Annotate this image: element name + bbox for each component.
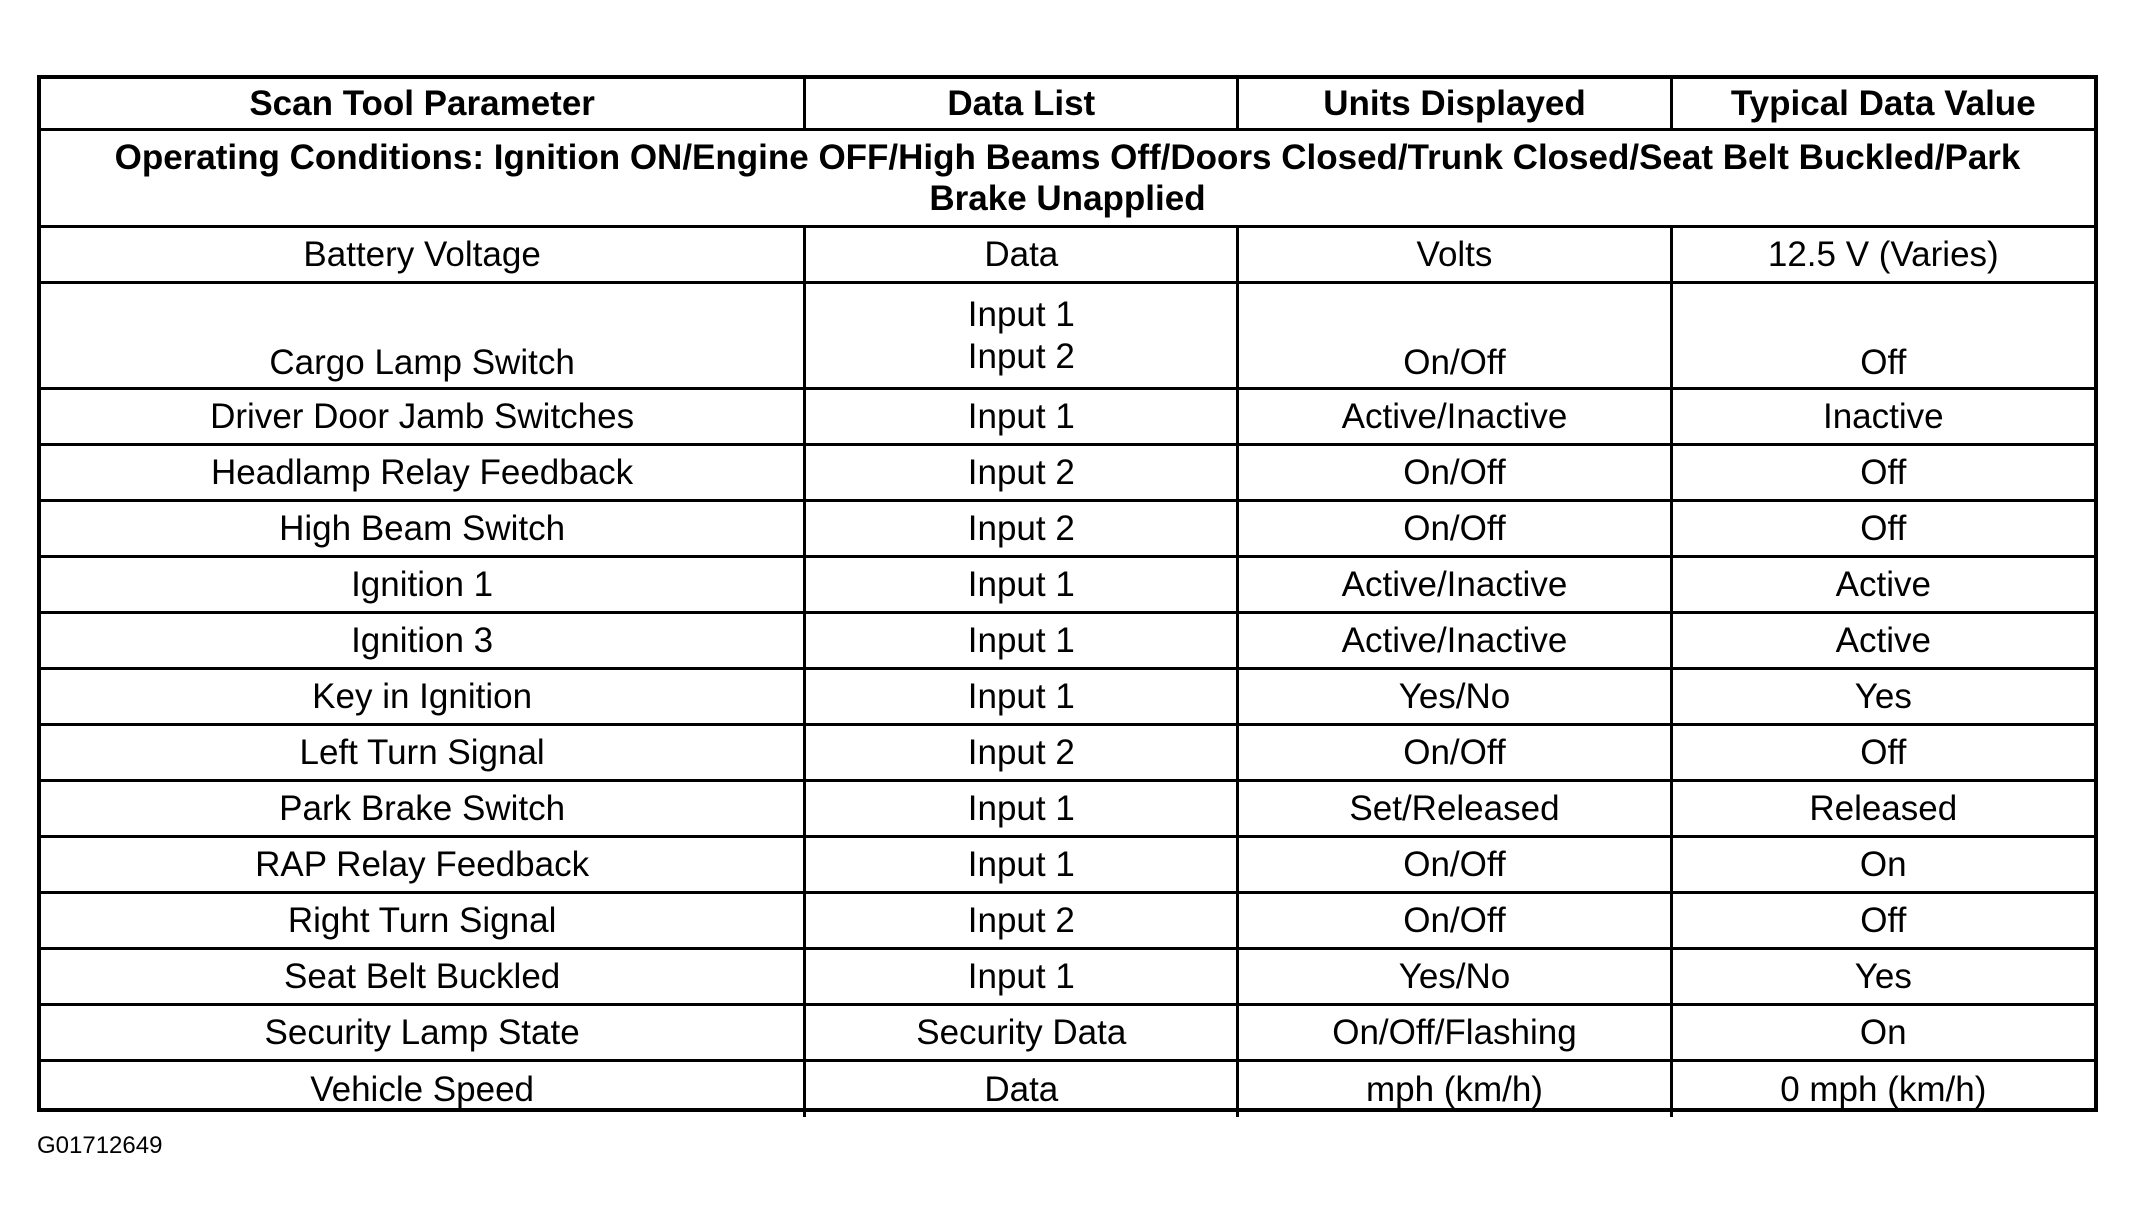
cell-units-displayed: mph (km/h) <box>1238 1061 1671 1117</box>
table-row <box>41 1005 2094 1061</box>
table-row <box>41 501 2094 557</box>
cell-data-list <box>805 893 1238 949</box>
table-body <box>41 79 2094 1117</box>
cell-data-list <box>805 501 1238 557</box>
cell-data-list <box>805 781 1238 837</box>
header-row <box>41 79 2094 129</box>
cell-parameter: Cargo Lamp Switch <box>41 283 805 389</box>
table-row <box>41 781 2094 837</box>
cell-units-displayed: On/Off <box>1238 893 1671 949</box>
header-data-list: Data List <box>805 79 1238 129</box>
data-list-entry: Input 1 <box>967 564 1075 604</box>
header-units-displayed: Units Displayed <box>1238 79 1671 129</box>
data-list-entry: Input 2 <box>967 508 1075 548</box>
cell-data-list <box>805 1061 1238 1117</box>
table-row <box>41 1061 2094 1117</box>
cell-parameter: Ignition 3 <box>41 613 805 669</box>
cell-parameter: Right Turn Signal <box>41 893 805 949</box>
cell-parameter: Headlamp Relay Feedback <box>41 445 805 501</box>
cell-data-list <box>805 837 1238 893</box>
cell-parameter: Seat Belt Buckled <box>41 949 805 1005</box>
data-list-entry: Input 2 <box>967 732 1075 772</box>
header-typical-data-value: Typical Data Value <box>1671 79 2094 129</box>
data-list-entry: Input 1 <box>967 396 1075 436</box>
cell-units-displayed: Active/Inactive <box>1238 389 1671 445</box>
cell-data-list <box>805 389 1238 445</box>
data-list-entry: Data <box>984 234 1059 274</box>
cell-data-list <box>805 445 1238 501</box>
cell-typical-data-value: Off <box>1671 893 2094 949</box>
table-row <box>41 445 2094 501</box>
data-list-entry: Input 2 <box>967 452 1075 492</box>
cell-data-list <box>805 1005 1238 1061</box>
cell-typical-data-value: Off <box>1671 283 2094 389</box>
cell-units-displayed: On/Off <box>1238 283 1671 389</box>
cell-units-displayed: On/Off <box>1238 445 1671 501</box>
data-list-entry: Input 1 <box>967 295 1075 335</box>
data-list-entry: Input 1 <box>967 956 1075 996</box>
cell-data-list <box>805 557 1238 613</box>
cell-data-list <box>805 283 1238 389</box>
data-list-entry: Input 1 <box>967 788 1075 828</box>
table-row <box>41 669 2094 725</box>
cell-typical-data-value: Released <box>1671 781 2094 837</box>
cell-units-displayed: Active/Inactive <box>1238 557 1671 613</box>
data-list-entry: Input 2 <box>967 336 1075 376</box>
table-row <box>41 837 2094 893</box>
cell-typical-data-value: Active <box>1671 613 2094 669</box>
cell-units-displayed: Volts <box>1238 227 1671 283</box>
table-row <box>41 613 2094 669</box>
cell-units-displayed: Yes/No <box>1238 949 1671 1005</box>
cell-typical-data-value: On <box>1671 1005 2094 1061</box>
cell-units-displayed: Set/Released <box>1238 781 1671 837</box>
cell-typical-data-value: 12.5 V (Varies) <box>1671 227 2094 283</box>
cell-parameter: Ignition 1 <box>41 557 805 613</box>
cell-typical-data-value: Yes <box>1671 949 2094 1005</box>
scan-tool-data-table-frame <box>37 75 2098 1112</box>
figure-id: G01712649 <box>37 1132 163 1159</box>
table-row <box>41 389 2094 445</box>
cell-typical-data-value: Off <box>1671 501 2094 557</box>
cell-units-displayed: On/Off <box>1238 725 1671 781</box>
cell-units-displayed: On/Off/Flashing <box>1238 1005 1671 1061</box>
data-list-entry: Input 1 <box>967 844 1075 884</box>
cell-parameter: Vehicle Speed <box>41 1061 805 1117</box>
cell-typical-data-value: On <box>1671 837 2094 893</box>
data-list-entry: Input 1 <box>967 620 1075 660</box>
cell-data-list <box>805 725 1238 781</box>
table-row <box>41 725 2094 781</box>
cell-data-list <box>805 669 1238 725</box>
cell-parameter: High Beam Switch <box>41 501 805 557</box>
scan-tool-data-table <box>41 79 2094 1117</box>
cell-units-displayed: On/Off <box>1238 837 1671 893</box>
cell-typical-data-value: Off <box>1671 725 2094 781</box>
header-scan-tool-parameter: Scan Tool Parameter <box>41 79 805 129</box>
operating-conditions-row <box>41 129 2094 227</box>
table-row <box>41 227 2094 283</box>
data-list-entry: Security Data <box>916 1012 1127 1052</box>
data-list-entry: Input 1 <box>967 676 1075 716</box>
data-list-entry: Input 2 <box>967 900 1075 940</box>
cell-data-list <box>805 613 1238 669</box>
cell-parameter: Security Lamp State <box>41 1005 805 1061</box>
cell-data-list <box>805 227 1238 283</box>
cell-typical-data-value: Off <box>1671 445 2094 501</box>
cell-data-list <box>805 949 1238 1005</box>
cell-parameter: Driver Door Jamb Switches <box>41 389 805 445</box>
table-row <box>41 949 2094 1005</box>
table-row <box>41 283 2094 389</box>
cell-parameter: Park Brake Switch <box>41 781 805 837</box>
cell-units-displayed: Active/Inactive <box>1238 613 1671 669</box>
cell-typical-data-value: 0 mph (km/h) <box>1671 1061 2094 1117</box>
cell-typical-data-value: Inactive <box>1671 389 2094 445</box>
cell-typical-data-value: Yes <box>1671 669 2094 725</box>
cell-units-displayed: On/Off <box>1238 501 1671 557</box>
table-row <box>41 557 2094 613</box>
cell-typical-data-value: Active <box>1671 557 2094 613</box>
cell-units-displayed: Yes/No <box>1238 669 1671 725</box>
cell-parameter: Key in Ignition <box>41 669 805 725</box>
table-row <box>41 893 2094 949</box>
cell-parameter: Left Turn Signal <box>41 725 805 781</box>
cell-parameter: RAP Relay Feedback <box>41 837 805 893</box>
data-list-entry: Data <box>984 1069 1059 1109</box>
operating-conditions: Operating Conditions: Ignition ON/Engine OFF/High Beams Off/Doors Closed/Trunk Closed/Seat Belt Buckled/Park Brake Unapplied <box>41 129 2094 227</box>
cell-parameter: Battery Voltage <box>41 227 805 283</box>
